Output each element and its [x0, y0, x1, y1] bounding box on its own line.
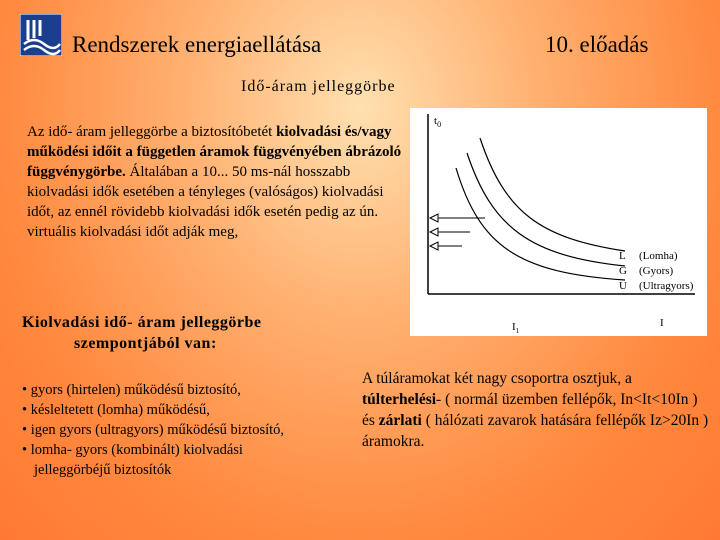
note-text-2: - ( normál üzemben fellépők, In<It<10In ) és	[362, 391, 698, 429]
x-mark-label: $I_1$	[512, 321, 520, 335]
slide-subtitle: Idő-áram jelleggörbe	[241, 78, 396, 95]
time-current-diagram	[410, 108, 707, 336]
list-item-continuation: jelleggörbéjű biztosítók	[34, 462, 172, 478]
section-heading	[22, 312, 262, 354]
y-axis-label: $t_0$	[434, 115, 442, 129]
time-markers	[430, 214, 485, 250]
section-heading-line-1: Kiolvadási idő- áram jelleggörbe	[22, 314, 262, 331]
note-text-3: ( hálózati zavarok hatására fellépők Iz>20In ) áramokra.	[362, 412, 709, 450]
legend-code-l: L	[619, 250, 626, 262]
intro-text-2: Általában a 10... 50 ms-nál hosszabb kiolvadási idők esetében a tényleges (valóságos) kiolvadási időt, az ennél rövidebb kiolvadási idők esetén pedig az ún. virtuális kiolvadási időt adják meg,	[27, 164, 384, 240]
legend-name-u: (Ultragyors)	[639, 280, 694, 292]
header-title: Rendszerek energiaellátása	[72, 32, 322, 57]
intro-text-1: Az idő- áram jelleggörbe a biztosítóbetét	[27, 124, 273, 140]
intro-paragraph	[27, 122, 407, 242]
list-item: • lomha- gyors (kombinált) kiolvadási	[22, 442, 243, 458]
university-logo	[20, 14, 62, 56]
curve-lomha	[480, 138, 625, 251]
overcurrent-note	[362, 368, 714, 452]
note-bold-shortcircuit: zárlati	[378, 412, 422, 429]
list-item: • késleltetett (lomha) működésű,	[22, 402, 210, 418]
fuse-types-list	[22, 380, 284, 480]
note-bold-overload: túlterhelési	[362, 391, 437, 408]
legend-code-u: U	[619, 280, 627, 292]
note-text-1: A túláramokat két nagy csoportra osztjuk, a	[362, 370, 632, 387]
legend-name-g: (Gyors)	[639, 265, 674, 277]
characteristic-curves	[456, 138, 625, 280]
curve-gyors	[467, 153, 625, 266]
legend-name-l: (Lomha)	[639, 250, 678, 262]
intro-text-bold: kiolvadási és/vagy működési időit a független áramok függvényében ábrázoló függvénygörbe.	[27, 124, 402, 180]
list-item: • gyors (hirtelen) működésű biztosító,	[22, 382, 241, 398]
list-item: • igen gyors (ultragyors) működésű biztosító,	[22, 422, 285, 438]
x-axis-label: I	[660, 317, 664, 329]
lecture-number: 10. előadás	[545, 32, 649, 57]
section-heading-line-2: szempontjából van:	[74, 335, 217, 352]
legend-code-g: G	[619, 265, 627, 277]
